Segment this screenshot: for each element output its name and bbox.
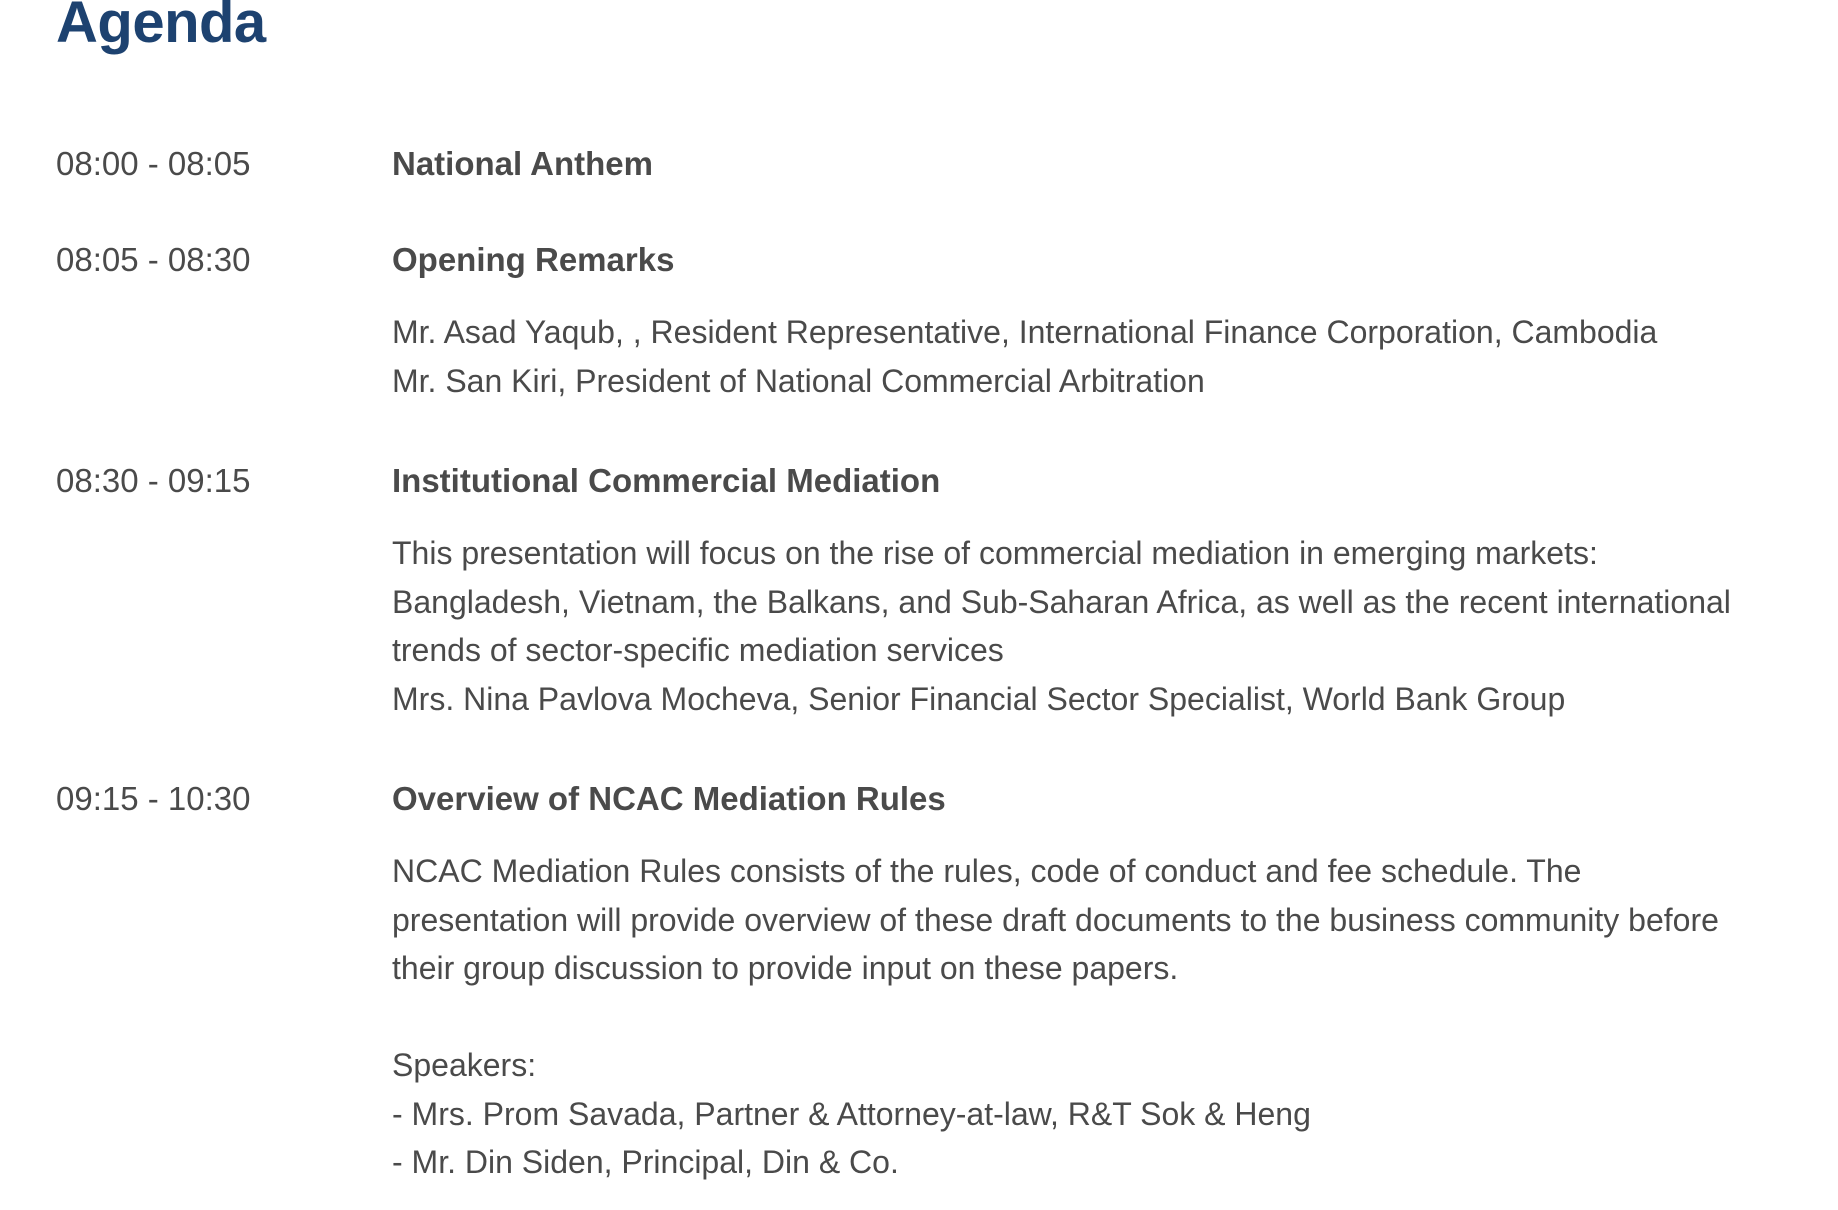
agenda-content — [392, 140, 1792, 188]
description-line: trends of sector-specific mediation services — [392, 632, 1004, 668]
description-line: Mrs. Nina Pavlova Mocheva, Senior Financial Sector Specialist, World Bank Group — [392, 680, 1566, 717]
speakers-heading: Speakers: — [392, 1047, 537, 1083]
agenda-time: 08:00 - 08:05 — [56, 145, 251, 182]
agenda-time: 09:15 - 10:30 — [56, 780, 251, 817]
agenda-item-title: Overview of NCAC Mediation Rules — [392, 780, 946, 817]
description-line: their group discussion to provide input on these papers. — [392, 950, 1179, 986]
description-line: Mr. San Kiri, President of National Commercial Arbitration — [392, 362, 1205, 399]
description-line: Bangladesh, Vietnam, the Balkans, and Sub-Saharan Africa, as well as the recent international — [392, 583, 1731, 620]
description-line: presentation will provide overview of these draft documents to the business community before — [392, 901, 1719, 938]
agenda-item-title: Institutional Commercial Mediation — [392, 462, 941, 499]
description-line: NCAC Mediation Rules consists of the rules, code of conduct and fee schedule. The — [392, 853, 1582, 889]
agenda-item-title: Opening Remarks — [392, 241, 675, 278]
agenda-content — [392, 775, 1792, 1187]
speaker-line: - Mrs. Prom Savada, Partner & Attorney-at-law, R&T Sok & Heng — [392, 1095, 1311, 1132]
page-title: Agenda — [56, 0, 266, 55]
speaker-line: - Mr. Din Siden, Principal, Din & Co. — [392, 1144, 899, 1180]
agenda-description — [392, 529, 1792, 723]
description-line: This presentation will focus on the rise of commercial mediation in emerging markets: — [392, 535, 1598, 571]
blank-line — [392, 993, 1792, 1042]
description-line: Mr. Asad Yaqub, , Resident Representative, International Finance Corporation, Cambodia — [392, 314, 1658, 350]
agenda-content — [392, 457, 1792, 723]
agenda-item-title: National Anthem — [392, 145, 653, 182]
agenda-time: 08:05 - 08:30 — [56, 241, 251, 278]
agenda-content — [392, 236, 1792, 405]
agenda-page — [56, 0, 1796, 1180]
agenda-description — [392, 847, 1792, 1187]
agenda-description — [392, 308, 1792, 405]
agenda-time: 08:30 - 09:15 — [56, 462, 251, 499]
